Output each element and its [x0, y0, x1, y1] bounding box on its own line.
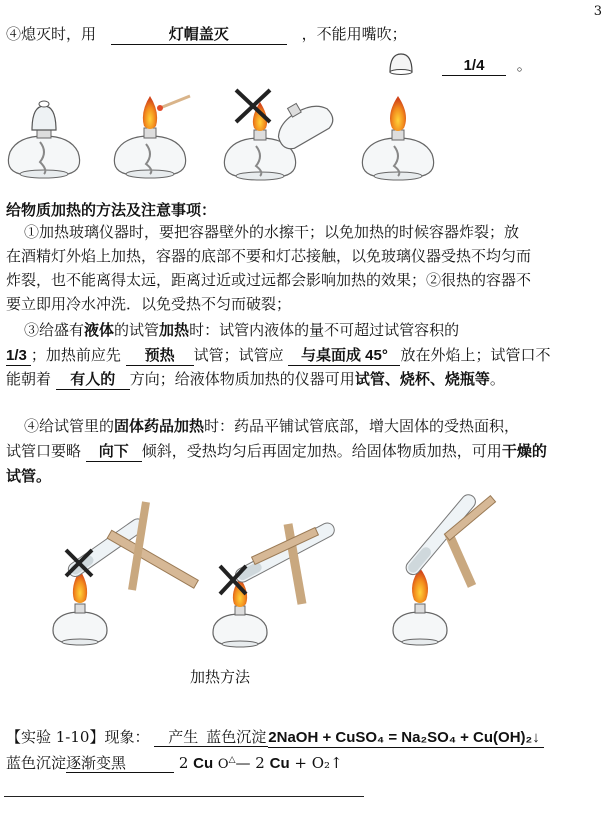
bottom-rule: [4, 796, 364, 797]
tube-setup-wrong-1: [53, 502, 198, 645]
para3-text-2: 时：药品平铺试管底部，增大固体的受热面积，: [204, 417, 520, 435]
eq2-coef-1: 2: [178, 754, 189, 772]
para2-text-3: 时：试管内液体的量不可超过试管容积的: [189, 321, 460, 339]
answer-dry: 干燥的: [501, 443, 547, 460]
extinguish-prefix: ④熄灭时，用: [6, 25, 97, 43]
para1-line2: 在酒精灯外焰上加热，容器的底部不要和灯芯接触，以免玻璃仪器受热不均匀而: [6, 247, 532, 265]
alcohol-volume-suffix: 。: [516, 56, 532, 74]
equation-naoh-cuso4: 2NaOH + CuSO₄ = Na₂SO₄ + Cu(OH)₂↓: [268, 729, 543, 748]
para2-bold-liquid: 液体: [84, 322, 115, 339]
phenomenon-produce: 产生: [154, 728, 202, 747]
experiment-line-1: [6, 727, 544, 748]
turns-black-text: 逐渐变黑: [66, 754, 174, 773]
alcohol-volume-line: [442, 55, 532, 76]
extinguish-line: [6, 24, 407, 45]
answer-one-third: 1/3: [6, 347, 31, 366]
test-tube-heating-illustrations: [40, 494, 560, 654]
para3-line2: [6, 439, 608, 464]
para2-text-5: 试管；试管应: [193, 346, 284, 364]
para1-line4: 要立即用冷水冲洗．以免受热不匀而破裂；: [6, 295, 292, 313]
experiment-label: 【实验 1-10】现象：: [6, 728, 150, 746]
lamp-lit-with-match: [114, 96, 190, 178]
blue-precipitate-text: 蓝色沉淀: [6, 754, 67, 772]
para1-line1: ①加热玻璃仪器时，要把容器壁外的水擦干；以免加热的时候容器炸裂；放: [24, 223, 520, 241]
extinguish-suffix: ，不能用嘴吹；: [301, 25, 407, 43]
eq2-oxygen: O: [217, 757, 229, 772]
answer-people-direction: 有人的: [56, 371, 130, 390]
paragraph-heating-liquid: [6, 318, 608, 392]
para2-line1: [6, 318, 608, 343]
extinguish-answer: 灯帽盖灭: [111, 26, 287, 45]
para2-bold-heat: 加热: [159, 322, 190, 339]
figure-caption: 加热方法: [190, 668, 251, 686]
paragraph-heating-solid: [6, 414, 608, 489]
para2-text-4: ；加热前应先: [30, 346, 121, 364]
answer-test-tube: 试管。: [6, 468, 52, 485]
para2-text-1: ③给盛有: [24, 321, 85, 339]
lamp-wrong-lighting: [224, 90, 336, 180]
alcohol-lamp-illustrations: [0, 82, 460, 192]
page-number: 3: [593, 4, 602, 19]
para2-line2: [6, 343, 608, 367]
alcohol-volume-answer: 1/4: [442, 57, 506, 76]
answer-preheat: 预热: [126, 347, 194, 366]
lamp-lit: [362, 96, 433, 180]
eq2-coef-2: 2: [255, 754, 265, 772]
para3-text-3: 试管口要略: [6, 442, 82, 460]
answer-45-degrees: 与桌面成 45°: [288, 347, 400, 366]
para2-text-2: 的试管: [114, 321, 160, 339]
para3-line1: [6, 414, 608, 439]
tube-setup-correct: [393, 492, 496, 645]
eq2-cu-2: Cu: [269, 755, 290, 772]
para3-text-4: 倾斜，受热均匀后再固定加热。给固体物质加热，可用: [141, 442, 502, 460]
answer-downward: 向下: [86, 443, 142, 462]
tube-setup-wrong-2: [213, 521, 337, 647]
para3-text-1: ④给试管里的: [24, 417, 115, 435]
eq2-plus-o2: + O₂↑: [294, 754, 343, 772]
lamp-cap-icon: [386, 50, 416, 76]
para2-text-7: 能朝着: [6, 370, 52, 388]
paragraph-heating-glassware: [6, 220, 608, 316]
answer-liquid-vessels: 试管、烧杯、烧瓶等: [354, 371, 490, 388]
eq2-heat-symbol: △: [228, 755, 236, 765]
para2-text-8: 方向；给液体物质加热的仪器可用: [129, 370, 355, 388]
phenomenon-blue-precipitate: 蓝色沉淀: [202, 728, 268, 747]
experiment-line-2: 蓝色沉淀逐渐变黑 2 Cu O△— 2 Cu + O₂↑: [6, 754, 343, 772]
section-heading: 给物质加热的方法及注意事项：: [6, 201, 217, 219]
para3-line3: [6, 464, 608, 489]
para1-line3: 炸裂，也不能离得太远，距离过近或过远都会影响加热的效果；②很热的容器不: [6, 271, 532, 289]
eq2-cu-1: Cu: [193, 755, 214, 772]
para2-text-9: 。: [489, 370, 505, 388]
para2-line3: [6, 367, 608, 392]
para2-text-6: 放在外焰上；试管口不: [400, 346, 551, 364]
para3-bold-solid: 固体药品加热: [114, 418, 205, 435]
lamp-with-cap: [8, 101, 79, 178]
